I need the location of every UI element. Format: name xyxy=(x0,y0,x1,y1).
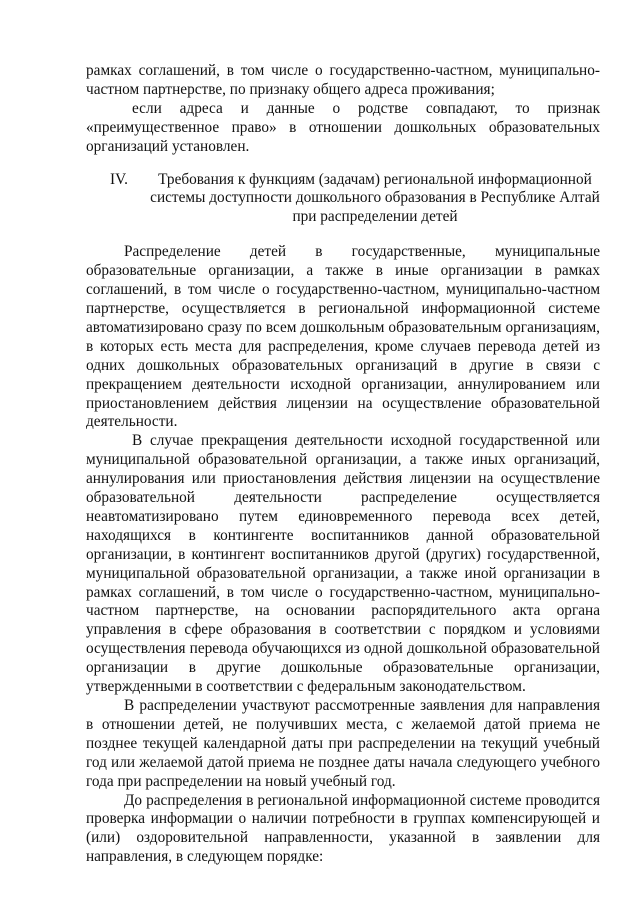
paragraph-verification: До распределения в региональной информационной системе проводится проверка информации о наличии потребности в группах компенсирующей и (или) оздоровительной направленности, указанной в заявлении для направления, в следующем порядке: xyxy=(86,791,600,866)
paragraph-participation: В распределении участвуют рассмотренные заявления для направления в отношении детей, не получивших места, с желаемой датой приема не позднее текущей календарной даты при распределении на текущий учебный год или желаемой датой приема не позднее даты начала следующего учебного года при распределении на новый учебный год. xyxy=(86,697,600,790)
section-number: IV. xyxy=(110,170,128,188)
section-title: Требования к функциям (задачам) региональной информационной системы доступности дошкольного образования в Республике Алтай при распределении детей xyxy=(150,170,600,226)
section-heading xyxy=(86,171,600,228)
paragraph-continuation: рамках соглашений, в том числе о государственно-частном, муниципально-частном партнерстве, по признаку общего адреса проживания; xyxy=(86,62,600,98)
document-page xyxy=(86,62,600,867)
paragraph-distribution: Распределение детей в государственные, муниципальные образовательные организации, а также в иные организации в рамках соглашений, в том числе о государственно-частном, муниципально-частном партнерстве, осуществляется в региональной информационной системе автоматизировано сразу по всем дошкольным образовательным организациям, в которых есть места для распределения, кроме случаев перевода детей из одних дошкольных образовательных организаций в другие в связи с прекращением деятельности исходной организации, аннулированием или приостановлением действия лицензии на осуществление образовательной деятельности. xyxy=(86,243,600,431)
paragraph-priority-right: если адреса и данные о родстве совпадают, то признак «преимущественное право» в отношении дошкольных образовательных организаций установлен. xyxy=(86,99,600,155)
paragraph-termination-case: В случае прекращения деятельности исходной государственной или муниципальной образовательной организации, а также иных организаций, аннулирования или приостановления действия лицензии на осуществление образовательной деятельности распределение осуществляется неавтоматизировано путем единовременного перевода всех детей, находящихся в контингенте воспитанников данной образовательной организации, в контингент воспитанников другой (других) государственной, муниципальной образовательной организации, а также иной организации в рамках соглашений, в том числе о государственно-частном, муниципально-частном партнерстве, на основании распорядительного акта органа управления в сфере образования в соответствии с порядком и условиями осуществления перевода обучающихся из одной дошкольной образовательной организации в другие дошкольные образовательные организации, утвержденными в соответствии с федеральным законодательством. xyxy=(86,432,600,696)
